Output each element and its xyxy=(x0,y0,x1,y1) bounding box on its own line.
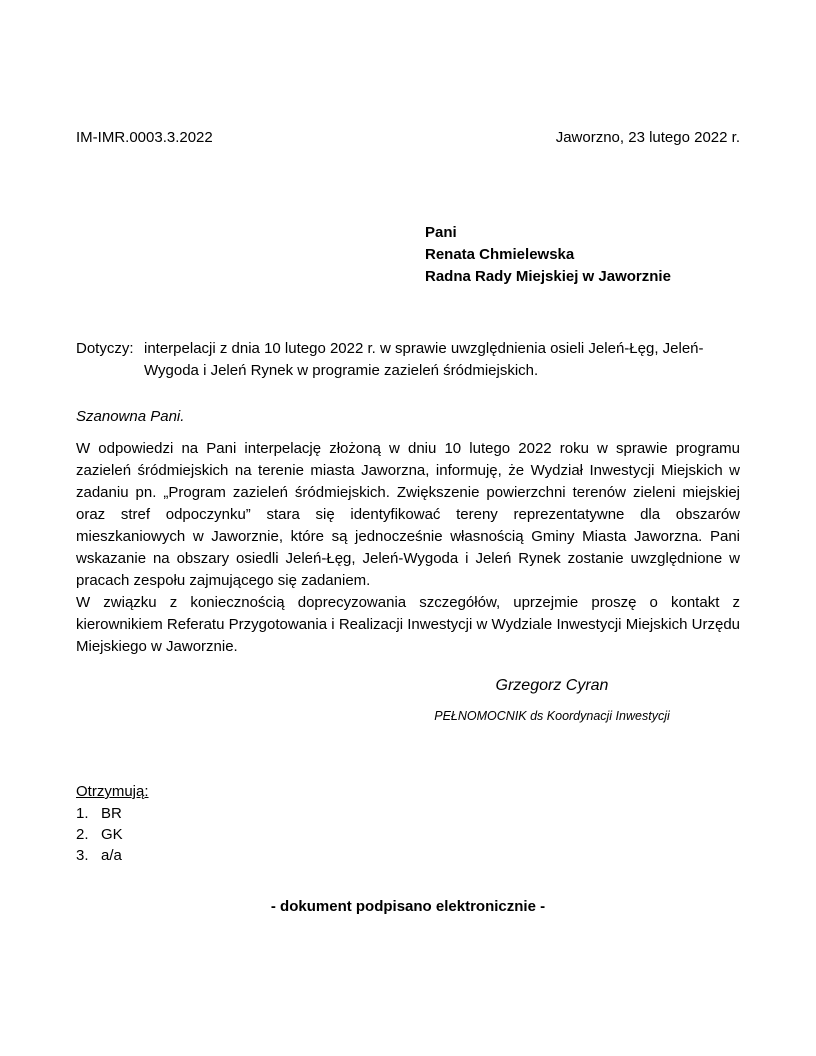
body-paragraph: W związku z koniecznością doprecyzowania szczegółów, uprzejmie proszę o kontakt z kierownikiem Referatu Przygotowania i Realizacji Inwestycji w Wydziale Inwestycji Miejskich Urzędu Miejskiego w Jaworznie. xyxy=(76,594,740,655)
recipient-block xyxy=(425,222,740,288)
salutation: Szanowna Pani. xyxy=(76,408,185,425)
subject-label: Dotyczy: xyxy=(76,340,134,357)
recipient-role: Radna Rady Miejskiej w Jaworznie xyxy=(425,268,671,285)
electronic-signature-note: - dokument podpisano elektronicznie - xyxy=(270,898,546,915)
recipient-salutation: Pani xyxy=(425,224,457,241)
distribution-heading: Otrzymują: xyxy=(76,783,149,800)
item-number: 3. xyxy=(76,847,89,864)
item-label: GK xyxy=(101,826,123,843)
body-paragraph: W odpowiedzi na Pani interpelację złożoną w dniu 10 lutego 2022 roku w sprawie programu zazieleń śródmiejskich na terenie miasta Jaworzna, informuję, że Wydział Inwestycji Miejskich w zadaniu pn. „Program zazieleń śródmiejskich. Zwiększenie powierzchni terenów zieleni miejskiej oraz stref odpoczynku” stara się identyfikować tereny reprezentatywne dla obszarów mieszkaniowych w Jaworznie, które są jednocześnie własnością Gminy Miasta Jaworzna. Pani wskazanie na obszary osiedli Jeleń-Łęg, Jeleń-Wygoda i Jeleń Rynek zostanie uwzględnione w pracach zespołu zajmującego się zadaniem. xyxy=(76,440,740,589)
item-number: 2. xyxy=(76,826,89,843)
recipient-name: Renata Chmielewska xyxy=(425,246,575,263)
signer-title: PEŁNOMOCNIK ds Koordynacji Inwestycji xyxy=(434,709,670,723)
item-label: a/a xyxy=(101,847,122,864)
list-item xyxy=(76,845,740,866)
subject-row xyxy=(76,338,740,382)
reference-date-row xyxy=(76,127,740,149)
list-item xyxy=(76,803,740,824)
signer-name: Grzegorz Cyran xyxy=(495,677,609,694)
list-item xyxy=(76,824,740,845)
reference-number: IM-IMR.0003.3.2022 xyxy=(76,129,213,146)
place-date: Jaworzno, 23 lutego 2022 r. xyxy=(555,129,740,146)
item-number: 1. xyxy=(76,805,89,822)
distribution-block xyxy=(76,781,740,866)
letter-body xyxy=(76,438,740,658)
item-label: BR xyxy=(101,805,122,822)
distribution-list xyxy=(76,803,740,866)
signature-block xyxy=(366,674,738,724)
subject-text: interpelacji z dnia 10 lutego 2022 r. w sprawie uwzględnienia osieli Jeleń-Łęg, Jeleń-Wygoda i Jeleń Rynek w programie zazieleń śródmiejskich. xyxy=(144,340,704,379)
